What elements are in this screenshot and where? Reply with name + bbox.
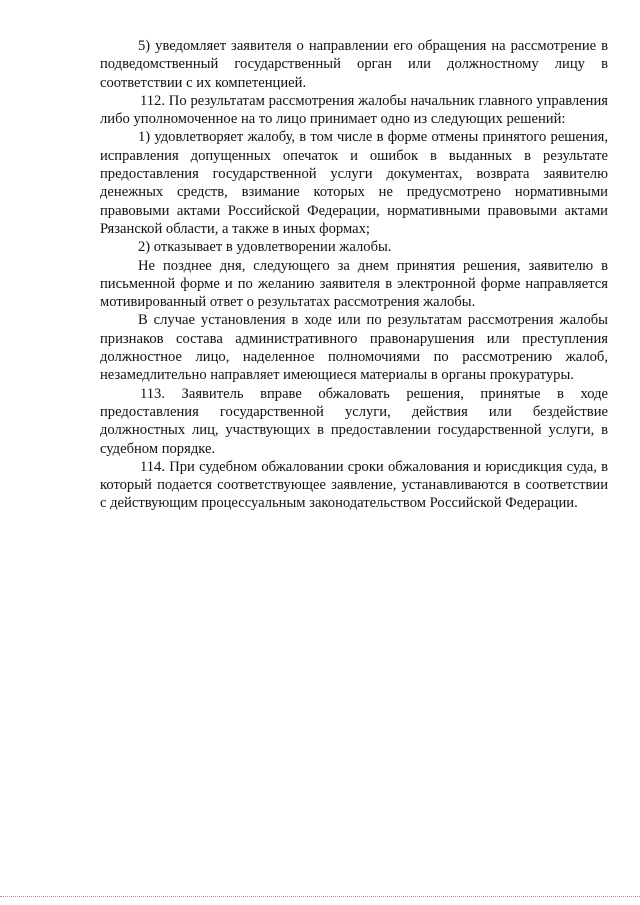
footer-divider [0,896,640,898]
paragraph-prosecution: В случае установления в ходе или по результатам рассмотрения жалобы признаков состава административного правонарушения или преступления должностное лицо, наделенное полномочиями по рассмотрению жалоб, незамедлительно направляет имеющиеся материалы в органы прокуратуры. [100,312,608,384]
paragraph-decision-1: 1) удовлетворяет жалобу, в том числе в форме отмены принятого решения, исправления допущенных опечаток и ошибок в выданных в результате предоставления государственной услуги документах, возврата заявителю денежных средств, взимание которых не предусмотрено нормативными правовыми актами Российской Федерации, нормативными правовыми актами Рязанской области, а также в иных формах; [100,129,608,237]
paragraph-113: 113. Заявитель вправе обжаловать решения, принятые в ходе предоставления государственной услуги, действия или бездействие должностных лиц, участвующих в предоставлении государственной услуги, в судебном порядке. [100,385,608,457]
paragraph-response-deadline: Не позднее дня, следующего за днем принятия решения, заявителю в письменной форме и по желанию заявителя в электронной форме направляется мотивированный ответ о результатах рассмотрения жалобы. [100,257,608,311]
paragraph-decision-2: 2) отказывает в удовлетворении жалобы. [138,239,392,256]
document-body [100,37,608,513]
paragraph-item-5: 5) уведомляет заявителя о направлении его обращения на рассмотрение в подведомственный государственный орган или должностному лицу в соответствии с их компетенцией. [100,38,608,91]
paragraph-114: 114. При судебном обжаловании сроки обжалования и юрисдикция суда, в который подается соответствующее заявление, устанавливаются в соответствии с действующим процессуальным законодательством Российской Федерации. [100,458,608,512]
paragraph-112: 112. По результатам рассмотрения жалобы начальник главного управления либо уполномоченное на то лицо принимает одно из следующих решений: [100,92,608,128]
